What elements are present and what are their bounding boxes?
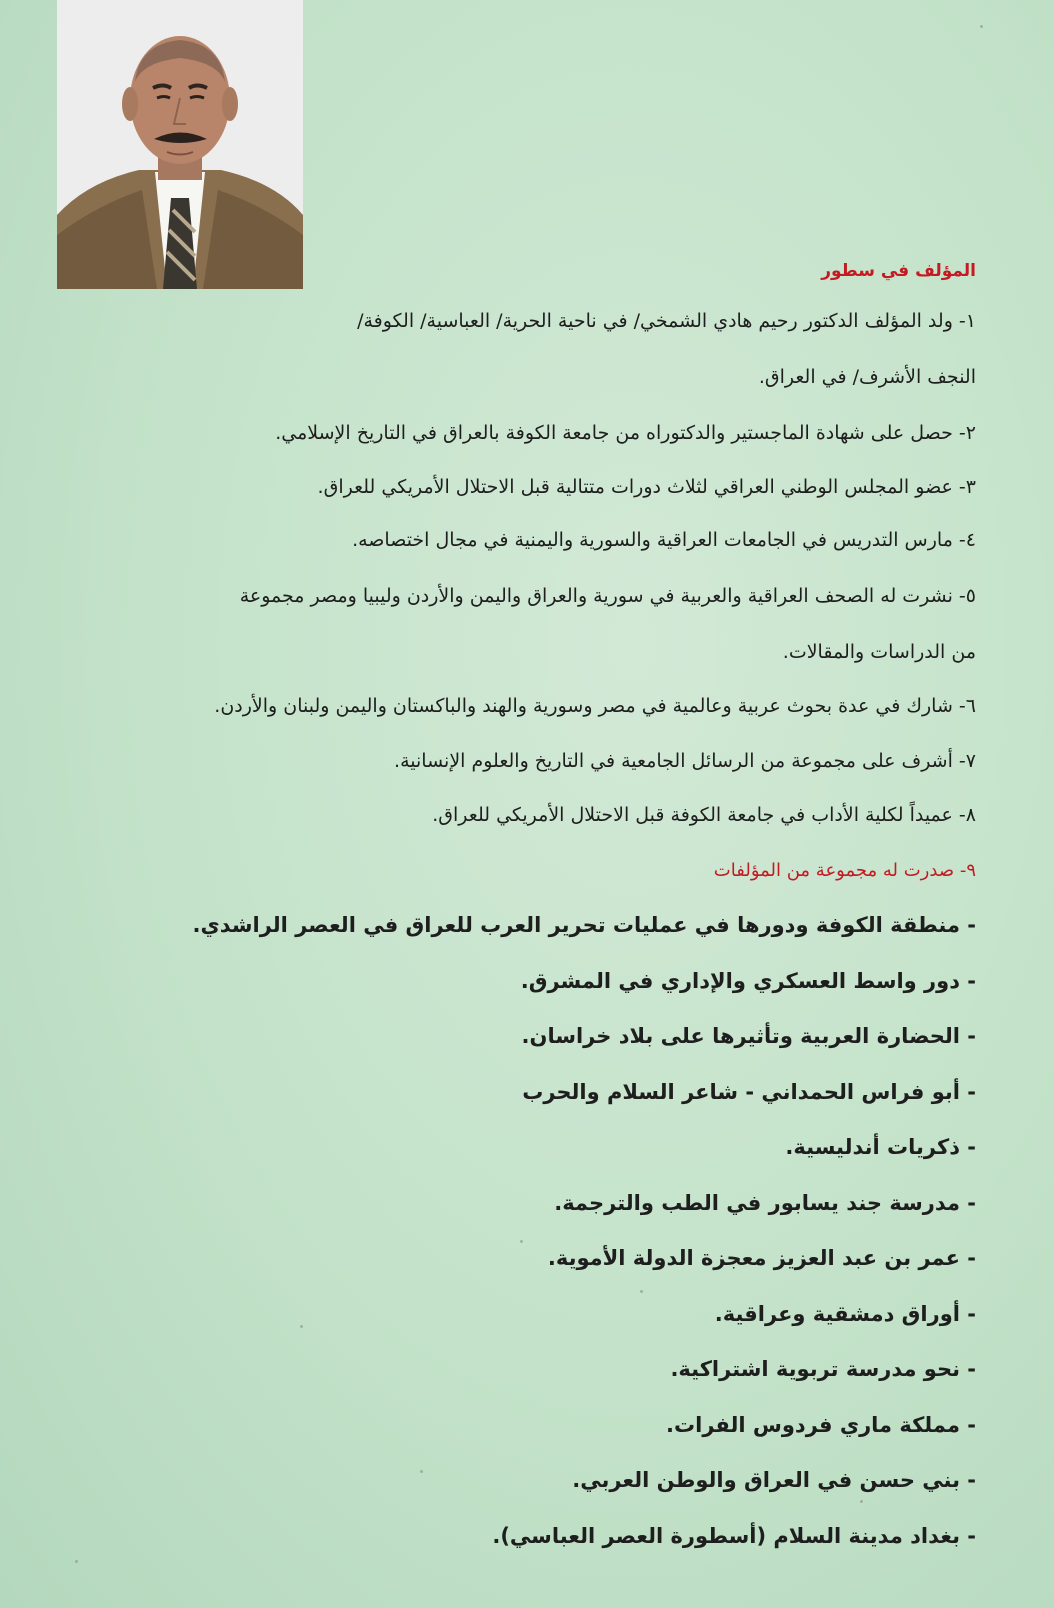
bio-item-5: ٥- نشرت له الصحف العراقية والعربية في سورية والعراق واليمن والأردن وليبيا ومصر مجموعة (239, 585, 976, 607)
publication-item: - الحضارة العربية وتأثيرها على بلاد خراسان. (521, 1024, 976, 1048)
bio-item-6: ٦- شارك في عدة بحوث عربية وعالمية في مصر وسورية والهند والباكستان واليمن ولبنان والأردن. (214, 695, 976, 717)
bio-item-8: ٨- عميداً لكلية الأداب في جامعة الكوفة قبل الاحتلال الأمريكي للعراق. (432, 804, 976, 826)
publication-item: - بغداد مدينة السلام (أسطورة العصر العباسي). (492, 1524, 976, 1548)
publication-item: - دور واسط العسكري والإداري في المشرق. (520, 969, 976, 993)
bio-item-1: ١- ولد المؤلف الدكتور رحيم هادي الشمخي/ في ناحية الحرية/ العباسية/ الكوفة/ (357, 310, 976, 332)
publication-item: - ذكريات أندليسية. (785, 1135, 976, 1159)
publication-item: - مدرسة جند يسابور في الطب والترجمة. (554, 1191, 976, 1215)
bio-item-1-continued: النجف الأشرف/ في العراق. (758, 366, 976, 388)
publication-item: - بني حسن في العراق والوطن العربي. (572, 1468, 976, 1492)
publication-item: - نحو مدرسة تربوية اشتراكية. (670, 1357, 976, 1381)
bio-item-2: ٢- حصل على شهادة الماجستير والدكتوراه من جامعة الكوفة بالعراق في التاريخ الإسلامي. (275, 422, 976, 444)
publication-item: - مملكة ماري فردوس الفرات. (666, 1413, 976, 1437)
bio-item-3: ٣- عضو المجلس الوطني العراقي لثلاث دورات متتالية قبل الاحتلال الأمريكي للعراق. (317, 476, 976, 498)
publication-item: - أبو فراس الحمداني - شاعر السلام والحرب (522, 1080, 976, 1104)
publication-item: - عمر بن عبد العزيز معجزة الدولة الأموية. (547, 1246, 976, 1270)
bio-item-5-continued: من الدراسات والمقالات. (782, 641, 976, 663)
section-heading: المؤلف في سطور (821, 261, 976, 281)
publication-item: - أوراق دمشقية وعراقية. (714, 1302, 976, 1326)
author-photo (57, 0, 303, 289)
bio-item-7: ٧- أشرف على مجموعة من الرسائل الجامعية في التاريخ والعلوم الإنسانية. (394, 750, 976, 772)
publications-heading: ٩- صدرت له مجموعة من المؤلفات (713, 860, 976, 881)
bio-item-4: ٤- مارس التدريس في الجامعات العراقية والسورية واليمنية في مجال اختصاصه. (352, 529, 976, 551)
publication-item: - منطقة الكوفة ودورها في عمليات تحرير العرب للعراق في العصر الراشدي. (192, 913, 976, 937)
